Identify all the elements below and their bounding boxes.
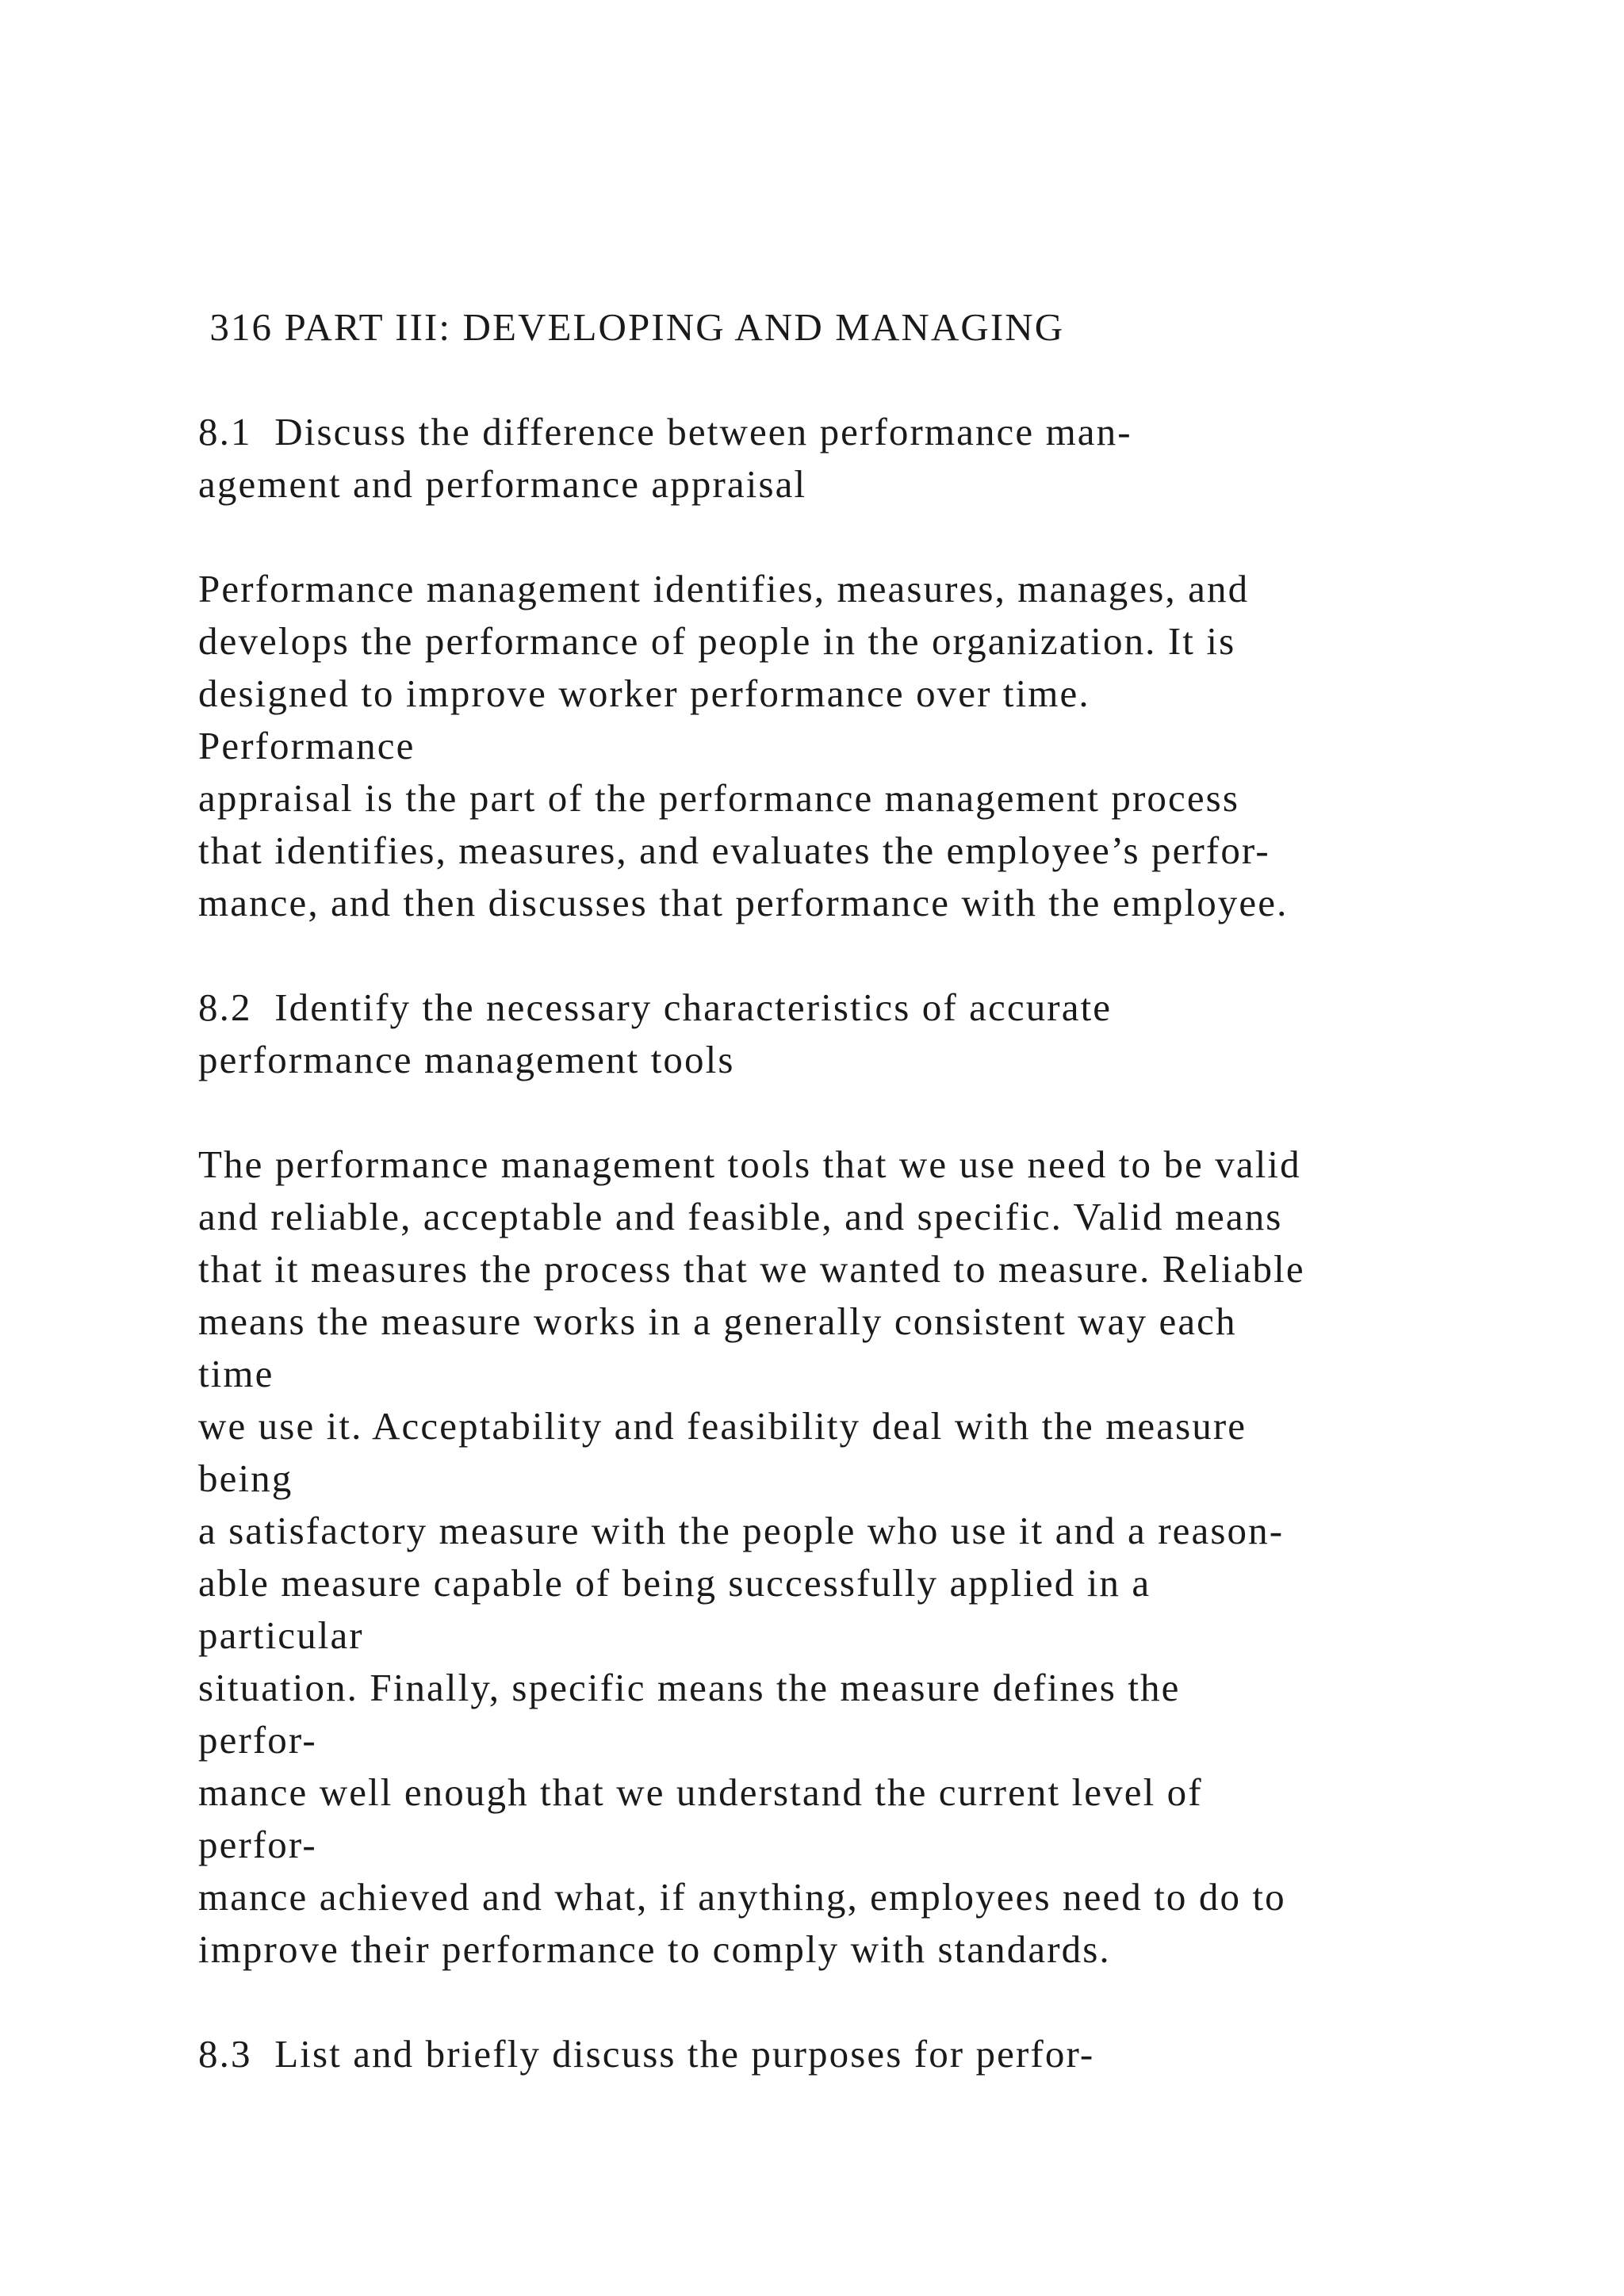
section-8-3-heading-line-1: 8.3 List and briefly discuss the purposes for perfor- xyxy=(198,2032,1095,2076)
section-8-2-body-line: and reliable, acceptable and feasible, and specific. Valid means xyxy=(198,1195,1283,1238)
section-8-1-body-line: appraisal is the part of the performance management process xyxy=(198,776,1240,820)
section-8-1-body-line: Performance xyxy=(198,724,416,767)
section-8-2-body-line: we use it. Acceptability and feasibility deal with the measure xyxy=(198,1404,1247,1448)
section-8-2-body-line: being xyxy=(198,1456,293,1500)
section-8-2-body-line: particular xyxy=(198,1613,364,1657)
section-8-2-body-line: situation. Finally, specific means the measure defines the xyxy=(198,1666,1181,1709)
section-8-1-body-line: Performance management identifies, measures, manages, and xyxy=(198,567,1250,610)
section-8-1-body-line: mance, and then discusses that performance with the employee. xyxy=(198,881,1289,924)
section-8-1-heading-line-1: 8.1 Discuss the difference between performance man- xyxy=(198,410,1132,453)
section-8-1-heading-line-2: agement and performance appraisal xyxy=(198,462,807,506)
section-8-2-body-line: improve their performance to comply with standards. xyxy=(198,1927,1111,1971)
section-8-1-body-line: that identifies, measures, and evaluates the employee’s perfor- xyxy=(198,828,1270,872)
section-8-1-body-line: develops the performance of people in the organization. It is xyxy=(198,619,1236,663)
section-8-2-body-line: time xyxy=(198,1352,274,1395)
section-8-2-body-line: means the measure works in a generally consistent way each xyxy=(198,1299,1237,1343)
section-8-1-body-line: designed to improve worker performance over time. xyxy=(198,672,1090,715)
section-8-2-body-line: able measure capable of being successfully applied in a xyxy=(198,1561,1151,1605)
section-8-2-heading-line-1: 8.2 Identify the necessary characteristics of accurate xyxy=(198,985,1113,1029)
section-8-2-body-line: perfor- xyxy=(198,1823,317,1866)
section-8-2-body-line: a satisfactory measure with the people who use it and a reason- xyxy=(198,1509,1285,1552)
section-8-2-heading-line-2: performance management tools xyxy=(198,1038,735,1081)
section-8-2-body-line: perfor- xyxy=(198,1718,317,1762)
section-8-2-body-line: mance well enough that we understand the current level of xyxy=(198,1770,1203,1814)
section-8-2-body-line: that it measures the process that we wanted to measure. Reliable xyxy=(198,1247,1305,1291)
page-header: 316 PART III: DEVELOPING AND MANAGING xyxy=(198,305,1065,349)
section-8-2-body-line: The performance management tools that we use need to be valid xyxy=(198,1142,1301,1186)
section-8-2-body-line: mance achieved and what, if anything, employees need to do to xyxy=(198,1875,1286,1919)
